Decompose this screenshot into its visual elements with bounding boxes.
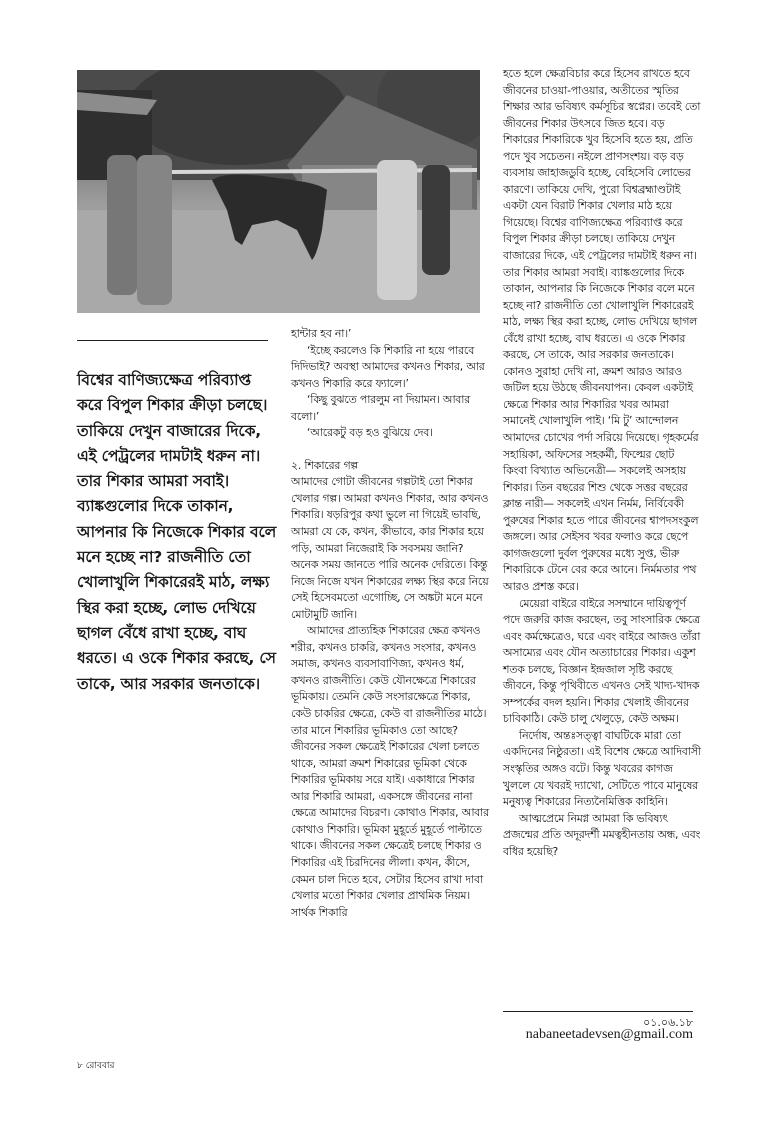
byline-rule: [503, 1011, 693, 1012]
article-date: ০১.০৬.১৮: [643, 1016, 693, 1029]
pull-quote-rule: [77, 340, 268, 341]
paragraph: ‘কিছু বুঝতে পারলুম না দিয়ামন। আবার বলো।’: [291, 393, 471, 423]
paragraph: আমাদের প্রাত্যহিক শিকারের ক্ষেত্র কখনও শরীর, কখনও চাকরি, কখনও সংসার, কখনও সমাজ, কখনও ব্যবসাবাণিজ্য, কখনও ধর্ম, কখনও রাজনীতি। কেউ যৌনক্ষেত্রে শিকারের ভূমিকায়। তেমনি কেউ সংসারক্ষেত্রে শিকার, কেউ চাকরির ক্ষেত্রে, কেউ বা রাজনীতির মাঠে। তার মানে শিকারির ভূমিকাও তো আছে? জীবনের সকল ক্ষেত্রেই শিকারের খেলা চলতে থাকে, আমরা ক্রমশ শিকারের ভূমিকা থেকে শিকারির ভূমিকায় সরে যাই। একাধারে শিকার আর শিকারি আমরা, একসঙ্গে জীবনের নানা ক্ষেত্রে আমাদের বিচরণ। কোথাও শিকার, আবার কোথাও শিকারি। ভূমিকা মুহূর্তে মুহূর্তে পাল্টাতে থাকে। জীবনের সকল ক্ষেত্রেই চলছে শিকার ও শিকারির এই চিরদিনের লীলা। কখন, কীসে, কেমন চাল দিতে হবে, সেটার হিসেব রাখা দাবা খেলার মতো শিকার খেলার প্রাথমিক নিয়ম। সার্থক শিকারি: [291, 624, 489, 919]
author-email-link[interactable]: nabaneetadevsen@gmail.com: [525, 1027, 693, 1042]
article-photo: [77, 70, 480, 313]
paragraph: আত্মপ্রেমে নিমগ্ন আমরা কি ভবিষ্যৎ প্রজন্মের প্রতি অদূরদর্শী মমত্বহীনতায় অন্ধ, এবং বধির হয়েছি?: [503, 811, 701, 858]
section-heading: ২. শিকারের গল্প: [291, 458, 358, 472]
paragraph: নির্দোষ, অন্তঃসত্ত্বা বাঘটিকে মারা তো একদিনের নিষ্ঠুরতা। এই বিশেষ ক্ষেত্রে আদিবাসী সংস্কৃতির অঙ্গও বটে। কিন্তু খবরের কাগজ খুললে যে খবরই দ্যাখো, সেটিতে পাবে মানুষের মনুষ্যত্ব শিকারের নিত্যনৈমিত্তিক কাহিনি।: [503, 728, 701, 809]
page-folio: ৮ রোববার: [77, 1061, 115, 1071]
paragraph: ‘ইচ্ছে করলেও কি শিকারি না হয়ে পারবে দিদিভাই? অবস্থা আমাদের কখনও শিকার, আর কখনও শিকারি করে ফ্যালে।’: [291, 343, 485, 390]
paragraph: মেয়েরা বাইরে বাইরে সসম্মানে দায়িত্বপূর্ণ পদে জরুরি কাজ করছেন, তবু সাংসারিক ক্ষেত্রে এবং কর্মক্ষেত্রেও, ঘরে এবং বাইরে আজও তাঁরা অসাম্যের এবং যৌন অত্যাচারের শিকার। একুশ শতক চলছে, বিজ্ঞান ইন্দ্রজাল সৃষ্টি করছে জীবনে, কিন্তু পৃথিবীতে এখনও সেই খাদ্য-খাদক সম্পর্কের বদল হয়নি। শিকার খেলাই জীবনের চাবিকাঠি। কেউ চালু খেলুড়ে, কেউ অক্ষম।: [503, 596, 701, 726]
pull-quote-text: বিশ্বের বাণিজ্যক্ষেত্র পরিব্যাপ্ত করে বিপুল শিকার ক্রীড়া চলছে। তাকিয়ে দেখুন বাজারের দিকে, এই পেট্রলের দামটাই ধরুন না। তার শিকার আমরা সবাই। ব্যাঙ্কগুলোর দিকে তাকান, আপনার কি নিজেকে শিকার বলে মনে হচ্ছে না? রাজনীতি তো খোলাখুলি শিকারেরই মাঠ, লক্ষ্য স্থির করা হচ্ছে, লোভ দেখিয়ে ছাগল বেঁধে রাখা হচ্ছে, বাঘ ধরতে। এ ওকে শিকার করছে, সে তাকে, আর সরকার জনতাকে।: [77, 371, 277, 693]
paragraph: আমাদের গোটা জীবনের গল্পটাই তো শিকার খেলার গল্প। আমরা কখনও শিকার, আর কখনও শিকারি। ষড়রিপুর কথা ভুলে না গিয়েই ভাবছি, আমরা যে কে, কখন, কীভাবে, কার শিকার হয়ে পড়ি, আমরা নিজেরাই কি সবসময় জানি? অনেক সময় জানতে পারি অনেক দেরিতে। কিন্তু নিজে নিজে যখন শিকারের লক্ষ্য স্থির করে নিয়ে সেই হিসেবমতো এগোচ্ছি, সে অঙ্কটা মনে মনে মোটামুটি জানি।: [291, 475, 489, 621]
paragraph: হতে হলে ক্ষেত্রবিচার করে হিসেব রাখতে হবে জীবনের চাওয়া-পাওয়ার, অতীতের স্মৃতির শিক্ষার আর ভবিষ্যৎ কর্মসূচির স্বপ্নের। তবেই তো জীবনের শিকার উৎসবে জিত হবে। বড় শিকারের শিকারিকে খুব হিসেবি হতে হয়, প্রতি পদে খুব সচেতন। নইলে প্রাণসংশয়। বড় বড় ব্যবসায় জাহাজডুবি হচ্ছে, বেহিসেবি লোভের কারণে। তাকিয়ে দেখি, পুরো বিশ্বব্রহ্মাণ্ডটাই একটা যেন বিরাট শিকার খেলার মাঠ হয়ে গিয়েছে। বিশ্বের বাণিজ্যক্ষেত্র পরিব্যাপ্ত করে বিপুল শিকার ক্রীড়া চলছে। তাকিয়ে দেখুন বাজারের দিকে, এই পেট্রলের দামটাই ধরুন না। তার শিকার আমরা সবাই। ব্যাঙ্কগুলোর দিকে তাকান, আপনার কি নিজেকে শিকার বলে মনে হচ্ছে না? রাজনীতি তো খোলাখুলি শিকারেরই মাঠ, লক্ষ্য স্থির করা হচ্ছে, লোভ দেখিয়ে ছাগল বেঁধে রাখা হচ্ছে, বাঘ ধরতে। এ ওকে শিকার করছে, সে তাকে, আর সরকার জনতাকে। কোনও সুরাহা দেখি না, ক্রমশ আরও আরও জটিল হয়ে উঠছে জীবনযাপন। কেবল একটাই ক্ষেত্রে শিকার আর শিকারির খবর আমরা সমানেই খোলাখুলি পাই। ‘মি টু’ আন্দোলন আমাদের চোখের পর্দা সরিয়ে দিয়েছে। গৃহকর্মের সহায়িকা, অফিসের সহকর্মী, ফিল্মের ছোট কিংবা বিখ্যাত অভিনেত্রী— সকলেই অসহায় শিকার। তিন বছরের শিশু থেকে সত্তর বছরের ক্লান্ত নারী— সকলেই এখন নির্মম, নির্বিবেকী পুরুষের শিকার হতে পারে জীবনের শ্বাপদসংকুল জঙ্গলে। আর সেইসব খবর ফলাও করে ছেপে কাগজগুলো দুর্বল পুরুষের মধ্যে সুপ্ত, ভীরু শিকারিকে টেনে বের করে আনে। নির্মমতার পথ আরও প্রশস্ত করে।: [503, 67, 701, 593]
pull-quote: [77, 368, 277, 697]
paragraph: হান্টার হব না।’: [291, 327, 352, 340]
article-column-right: [503, 66, 701, 860]
photo-image-icon: [77, 70, 480, 313]
article-column-middle: [291, 326, 489, 921]
paragraph: ‘আরেকটু বড় হও বুঝিয়ে দেব।: [307, 426, 433, 440]
